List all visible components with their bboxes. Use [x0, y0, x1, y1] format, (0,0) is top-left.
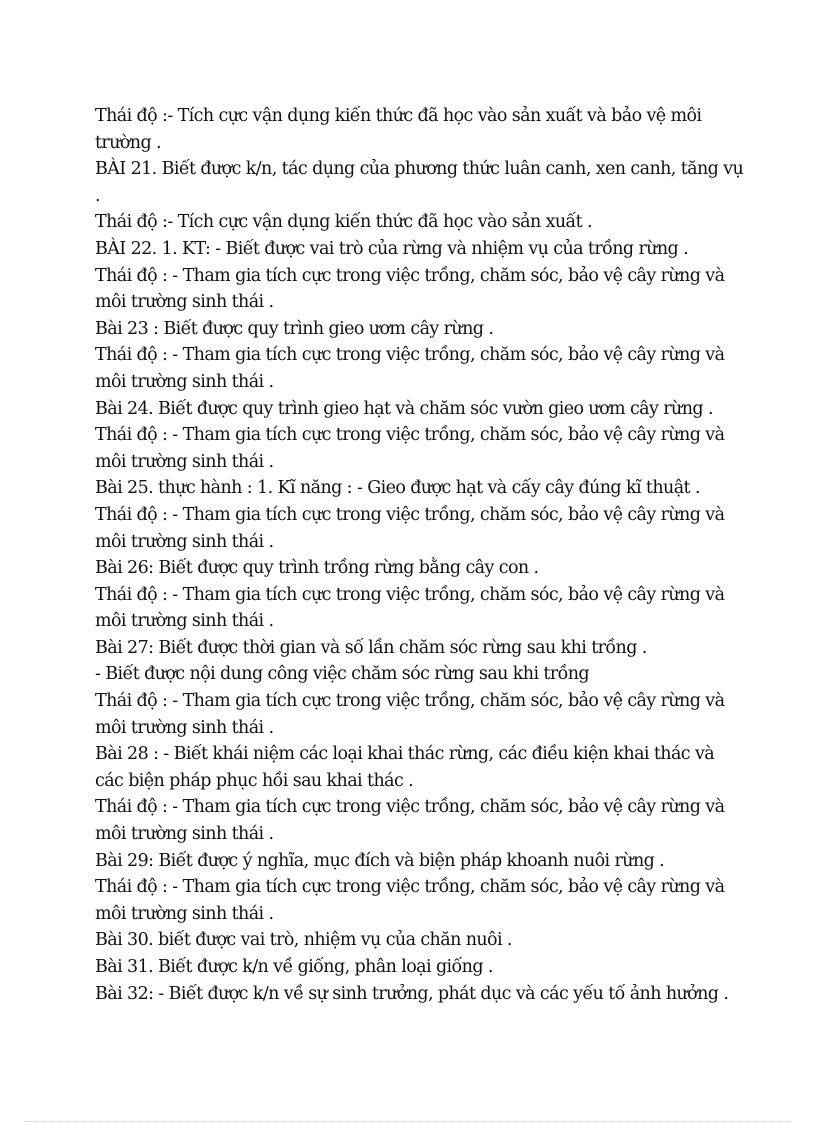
text-line: môi trường sinh thái . [95, 611, 274, 632]
text-line: Thái độ : - Tham gia tích cực trong việc trồng, chăm sóc, bảo vệ cây rừng và [95, 265, 725, 286]
text-line: môi trường sinh thái . [95, 371, 274, 392]
page-bottom-divider [24, 1121, 792, 1122]
document-body [95, 103, 755, 1007]
text-line: môi trường sinh thái . [95, 903, 274, 924]
text-line: Thái độ :- Tích cực vận dụng kiến thức đã học vào sản xuất và bảo vệ môi [95, 106, 702, 126]
text-line: Thái độ : - Tham gia tích cực trong việc trồng, chăm sóc, bảo vệ cây rừng và [95, 877, 725, 898]
text-line: BÀI 22. 1. KT: - Biết được vai trò của rừng và nhiệm vụ của trồng rừng . [95, 238, 689, 259]
text-line: . [95, 185, 100, 206]
text-line: Bài 23 : Biết được quy trình gieo ươm cây rừng . [95, 318, 494, 339]
text-line: Bài 31. Biết được k/n về giống, phân loại giống . [95, 957, 493, 977]
text-line: môi trường sinh thái . [95, 451, 274, 472]
text-line: Thái độ : - Tham gia tích cực trong việc trồng, chăm sóc, bảo vệ cây rừng và [95, 345, 725, 366]
text-line: Thái độ : - Tham gia tích cực trong việc trồng, chăm sóc, bảo vệ cây rừng và [95, 584, 725, 605]
text-line: Bài 28 : - Biết khái niệm các loại khai thác rừng, các điều kiện khai thác và [95, 744, 715, 765]
text-line: Bài 29: Biết được ý nghĩa, mục đích và biện pháp khoanh nuôi rừng . [95, 850, 665, 871]
text-line: trường . [95, 132, 162, 153]
text-line: Bài 26: Biết được quy trình trồng rừng bằng cây con . [95, 558, 539, 579]
text-line: môi trường sinh thái . [95, 531, 274, 552]
text-line: Thái độ : - Tham gia tích cực trong việc trồng, chăm sóc, bảo vệ cây rừng và [95, 691, 725, 712]
text-line: Bài 24. Biết được quy trình gieo hạt và chăm sóc vườn gieo ươm cây rừng . [95, 398, 713, 419]
text-line: Thái độ : - Tham gia tích cực trong việc trồng, chăm sóc, bảo vệ cây rừng và [95, 504, 725, 525]
text-line: Thái độ : - Tham gia tích cực trong việc trồng, chăm sóc, bảo vệ cây rừng và [95, 425, 725, 446]
text-line: Bài 30. biết được vai trò, nhiệm vụ của chăn nuôi . [95, 930, 512, 951]
text-line: Thái độ :- Tích cực vận dụng kiến thức đã học vào sản xuất . [95, 212, 593, 233]
text-line: Thái độ : - Tham gia tích cực trong việc trồng, chăm sóc, bảo vệ cây rừng và [95, 797, 725, 818]
text-line: các biện pháp phục hồi sau khai thác . [95, 770, 414, 791]
text-line: - Biết được nội dung công việc chăm sóc rừng sau khi trồng [95, 664, 589, 685]
text-line: môi trường sinh thái . [95, 292, 274, 313]
text-line: BÀI 21. Biết được k/n, tác dụng của phương thức luân canh, xen canh, tăng vụ [95, 159, 744, 180]
text-line: môi trường sinh thái . [95, 717, 274, 738]
text-line: Bài 27: Biết được thời gian và số lần chăm sóc rừng sau khi trồng . [95, 637, 647, 658]
text-line: môi trường sinh thái . [95, 824, 274, 845]
text-line: Bài 32: - Biết được k/n về sự sinh trưởng, phát dục và các yếu tố ảnh hưởng . [95, 983, 729, 1004]
text-line: Bài 25. thực hành : 1. Kĩ năng : - Gieo được hạt và cấy cây đúng kĩ thuật . [95, 478, 700, 499]
